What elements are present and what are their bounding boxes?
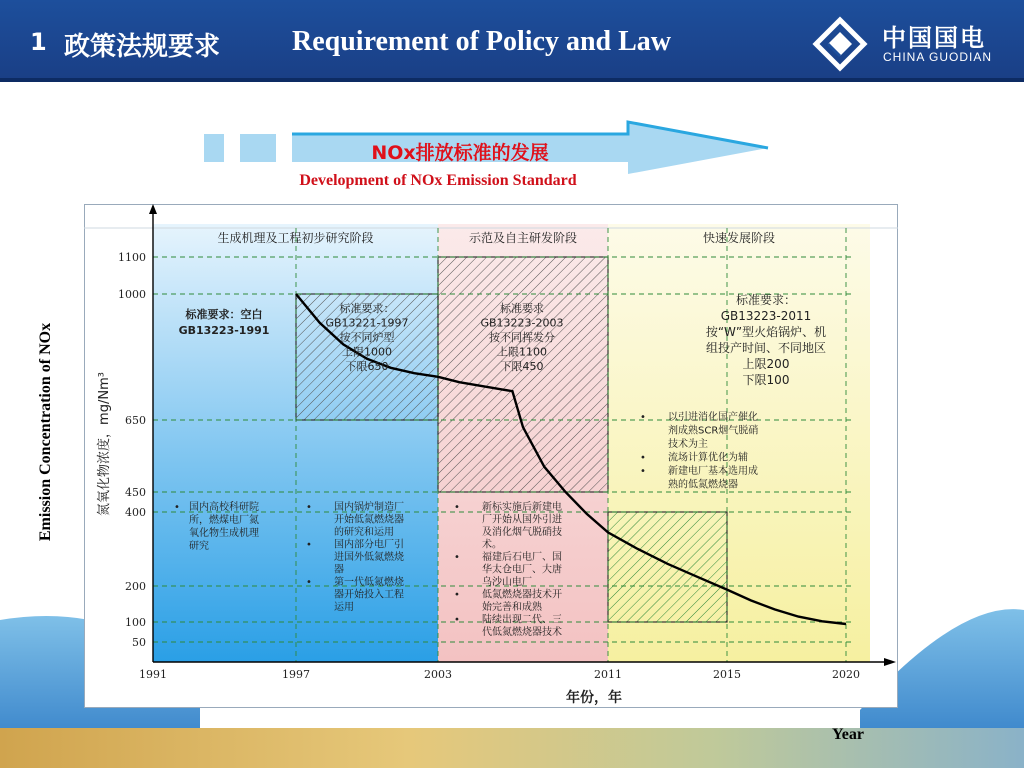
logo-diamond-icon: [816, 20, 864, 68]
y-axis-arrow: [149, 204, 157, 214]
bullet-icon: •: [640, 412, 646, 423]
limit-box-3: [608, 512, 727, 622]
research-1997-text: 第一代低氮燃烧: [334, 577, 404, 588]
research-1997-text: 国内锅炉制造厂: [334, 502, 404, 513]
standard-1997-text: 下限650: [345, 360, 389, 373]
y-axis-label-en: Emission Concentration of NOx: [37, 322, 54, 542]
research-1997-text: 器: [334, 564, 344, 576]
y-tick-label: 400: [125, 506, 146, 519]
research-1991-text: 所，燃煤电厂氮: [189, 515, 259, 526]
standard-2011-text: 上限200: [742, 357, 790, 371]
standard-2011-text: 下限100: [742, 373, 790, 387]
bullet-icon: •: [640, 466, 646, 477]
bullet-icon: •: [306, 502, 312, 513]
phase-label-2: 示范及自主研发阶段: [468, 231, 578, 245]
y-tick-label: 1000: [118, 288, 146, 301]
phase-label-3: 快速发展阶段: [702, 231, 776, 245]
notes-2011-text: 剂成熟SCR烟气脱硝: [668, 425, 759, 437]
bullet-icon: •: [306, 577, 312, 588]
y-tick-label: 450: [125, 486, 146, 499]
research-1997-text: 器开始投入工程: [334, 589, 404, 601]
banner-block-2: [240, 134, 276, 162]
notes-2011-text: 流场计算优化为辅: [668, 452, 748, 464]
logo-text-cn: 中国国电: [882, 24, 986, 52]
limit-box-2: [438, 257, 608, 492]
standard-2003-text: GB13223-2003: [480, 316, 564, 330]
header-stripe: [0, 78, 1024, 82]
research-2003-text: 华太仓电厂、大唐: [482, 564, 562, 576]
research-1997-text: 进国外低氮燃烧: [334, 552, 404, 563]
research-2003-text: 厂开始从国外引进: [482, 514, 562, 526]
x-axis-arrow: [884, 658, 896, 666]
y-tick-label: 650: [125, 414, 146, 427]
research-1991-text: 国内高校科研院: [189, 502, 259, 513]
notes-2011-text: 以引进消化国产催化: [668, 412, 758, 423]
x-tick-label: 1997: [282, 668, 310, 681]
nox-standard-chart: [84, 204, 898, 708]
banner-title-en: Development of NOx Emission Standard: [299, 172, 577, 189]
bullet-icon: •: [454, 589, 460, 601]
x-tick-label: 1991: [139, 668, 167, 681]
research-2003-text: 福建后石电厂、国: [482, 552, 562, 563]
bullet-icon: •: [454, 614, 460, 626]
research-2003-text: 乌沙山电厂: [482, 577, 532, 588]
notes-2011-text: 新建电厂基本选用成: [668, 466, 758, 477]
logo-text-en: CHINA GUODIAN: [883, 50, 993, 64]
x-axis-title: 年份，年: [566, 690, 622, 706]
standard-1997-text: 上限1000: [342, 345, 392, 359]
y-tick-label: 200: [125, 580, 146, 593]
bullet-icon: •: [454, 552, 460, 563]
research-2003-text: 及消化烟气脱硝技: [482, 527, 562, 538]
research-1991-text: 研究: [189, 541, 209, 552]
standard-1997-text: 按不同炉型: [339, 331, 395, 344]
y-tick-label: 100: [125, 616, 146, 629]
research-2003-text: 代低氮燃烧器技术: [482, 627, 562, 638]
x-tick-label: 2011: [594, 668, 622, 681]
standard-1997-text: 标准要求：: [339, 302, 395, 315]
standard-1991-text: GB13223-1991: [178, 324, 270, 337]
research-2003-text: 新标实施后新建电: [482, 502, 562, 513]
bullet-icon: •: [640, 452, 646, 464]
research-2003-text: 术。: [482, 539, 502, 551]
standard-2011-text: GB13223-2011: [720, 309, 812, 323]
banner-title-cn: NOx排放标准的发展: [371, 142, 549, 164]
research-1997-text: 的研究和运用: [334, 527, 394, 538]
page-title-cn: 政策法规要求: [64, 32, 221, 62]
bullet-icon: •: [454, 502, 460, 513]
section-number: 1: [30, 28, 47, 56]
standard-2003-text: 下限450: [500, 360, 544, 373]
y-axis-title: 氮氧化物浓度，mg/Nm³: [97, 372, 112, 516]
x-axis-label-en: Year: [832, 726, 864, 743]
notes-2011-text: 技术为主: [668, 439, 708, 450]
research-2003-text: 陆续出现二代、三: [482, 614, 562, 626]
x-tick-label: 2003: [424, 668, 452, 681]
bullet-icon: •: [306, 539, 312, 551]
standard-2003-text: 按不同挥发分: [489, 331, 555, 344]
phase-label-1: 生成机理及工程初步研究阶段: [217, 231, 374, 245]
research-1997-text: 开始低氮燃烧器: [334, 514, 404, 526]
bullet-icon: •: [174, 502, 180, 513]
x-tick-label: 2020: [832, 668, 860, 681]
standard-1997-text: GB13221-1997: [325, 316, 409, 330]
research-1991-text: 氧化物生成机理: [189, 528, 259, 539]
standard-2003-text: 上限1100: [497, 345, 547, 359]
x-tick-label: 2015: [713, 668, 741, 681]
research-1997-text: 国内部分电厂引: [334, 539, 404, 551]
standard-2011-text: 组投产时间、不同地区: [705, 341, 827, 355]
notes-2011-text: 熟的低氮燃烧器: [668, 479, 738, 491]
research-1997-text: 运用: [334, 602, 354, 613]
standard-1991-text: 标准要求：空白: [185, 308, 263, 321]
standard-2003-text: 标准要求: [500, 302, 544, 315]
page-title-en: Requirement of Policy and Law: [292, 26, 672, 57]
research-2003-text: 始完善和成熟: [482, 602, 542, 613]
research-2003-text: 低氮燃烧器技术开: [482, 589, 562, 601]
standard-2011-text: 按“W”型火焰锅炉、机: [705, 325, 827, 339]
y-tick-label: 50: [132, 636, 146, 649]
y-tick-label: 1100: [118, 251, 146, 264]
banner-block-1: [204, 134, 224, 162]
standard-2011-text: 标准要求：: [735, 293, 797, 307]
